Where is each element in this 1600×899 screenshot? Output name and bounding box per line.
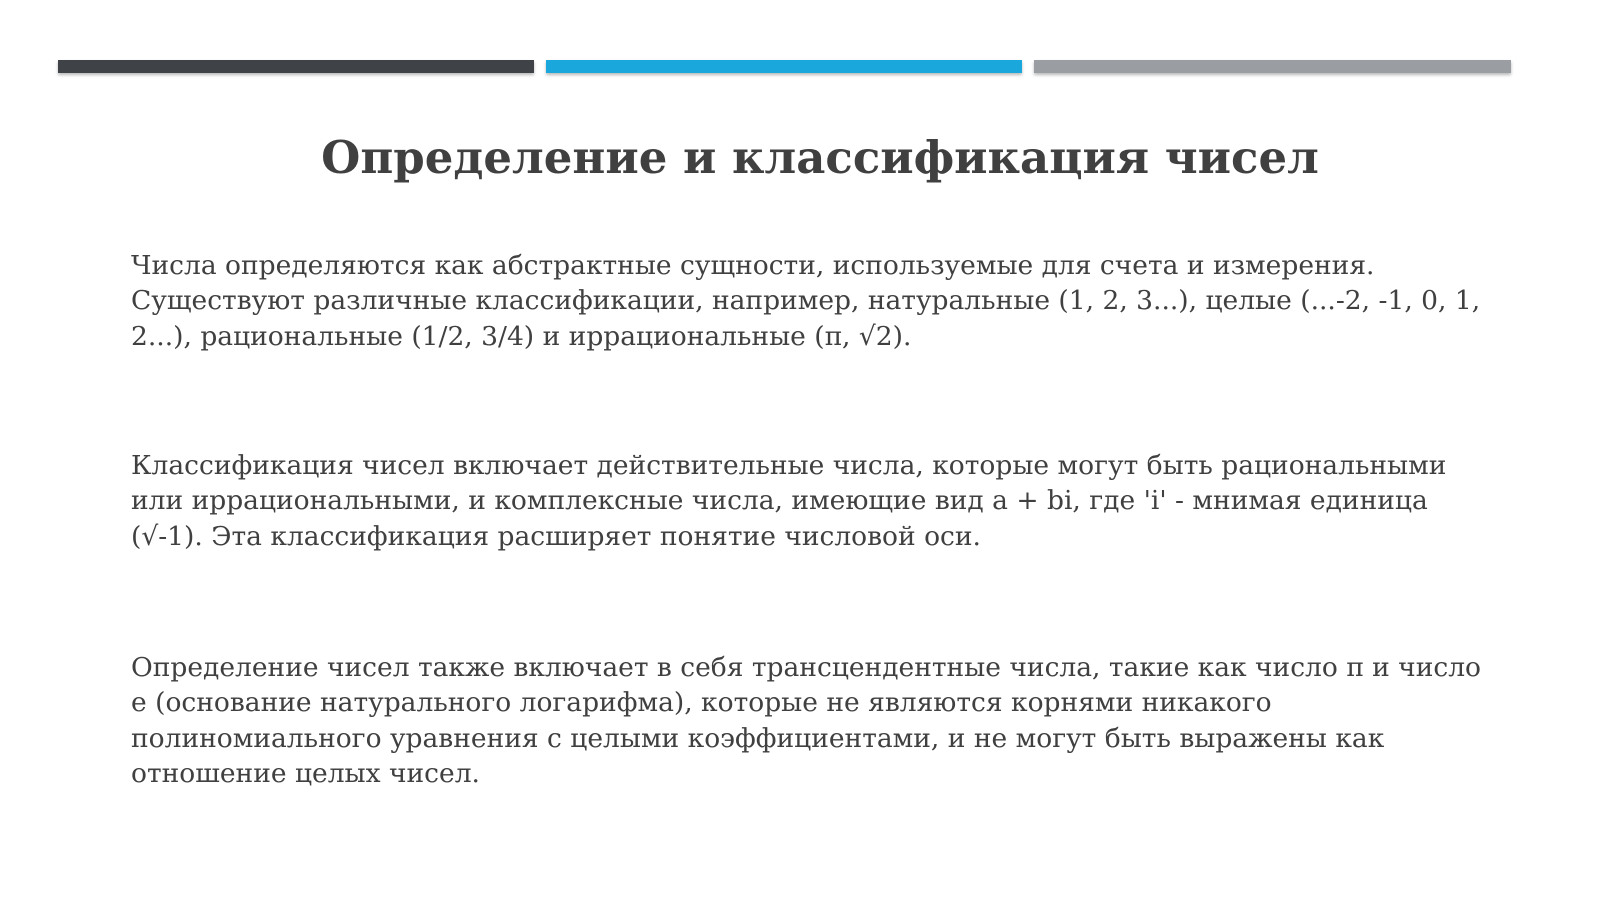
accent-bar-gray (1034, 60, 1511, 73)
paragraph-classification: Классификация чисел включает действительные числа, которые могут быть рациональными или иррациональными, и комплексные числа, имеющие вид a + bi, где 'i' - мнимая единица (√-1). Эта классификация расширяет понятие числовой оси. (131, 450, 1447, 552)
paragraph-transcendental: Определение чисел также включает в себя трансцендентные числа, такие как число π и число e (основание натурального логарифма), которые не являются корнями никакого полиномиального уравнения с целыми коэффициентами, и не могут быть выражены как отношение целых чисел. (131, 652, 1481, 789)
accent-bar-blue (546, 60, 1022, 73)
paragraph-definition: Числа определяются как абстрактные сущности, используемые для счета и измерения. Существуют различные классификации, например, натуральные (1, 2, 3...), целые (...-2, -1, 0, 1, 2...), рациональные (1/2, 3/4) и иррациональные (π, √2). (131, 250, 1481, 352)
slide-title: Определение и классификация чисел (321, 131, 1319, 185)
accent-bar-dark (58, 60, 534, 73)
